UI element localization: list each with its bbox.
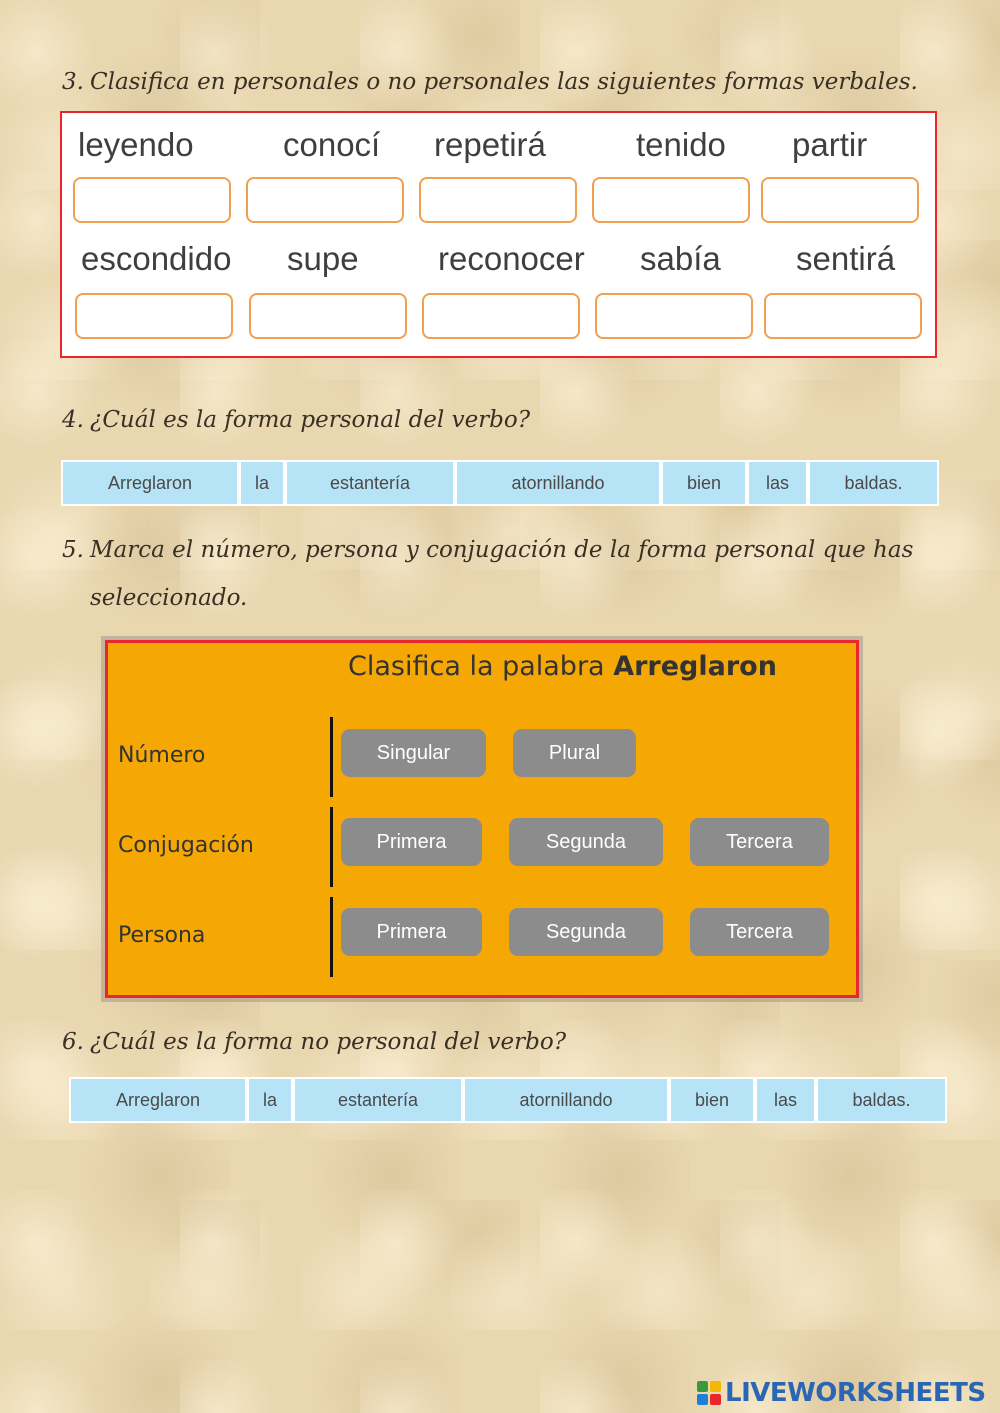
word-option[interactable]: estantería: [295, 1079, 461, 1121]
row-label-persona: Persona: [118, 923, 206, 948]
verb-word: tenido: [636, 126, 726, 163]
panel-title-prefix: Clasifica la palabra: [348, 651, 605, 682]
answer-input[interactable]: [419, 177, 577, 223]
word-option[interactable]: atornillando: [465, 1079, 667, 1121]
q6-text: ¿Cuál es la forma no personal del verbo?: [90, 1029, 567, 1055]
logo-square: [697, 1394, 708, 1405]
word-option[interactable]: bien: [671, 1079, 753, 1121]
option-segunda-conj-button[interactable]: Segunda: [509, 818, 663, 866]
q6-number: 6.: [62, 1029, 84, 1055]
option-segunda-persona-button[interactable]: Segunda: [509, 908, 663, 956]
option-primera-persona-button[interactable]: Primera: [341, 908, 482, 956]
q5-text-line1: Marca el número, persona y conjugación de la forma personal que has: [90, 537, 914, 563]
answer-input[interactable]: [422, 293, 580, 339]
row-divider: [330, 807, 333, 887]
verb-word: repetirá: [434, 126, 546, 163]
verb-word: reconocer: [438, 240, 585, 277]
liveworksheets-logo[interactable]: [697, 1378, 986, 1408]
word-option[interactable]: baldas.: [818, 1079, 945, 1121]
word-option[interactable]: atornillando: [457, 462, 659, 504]
q5-title: [62, 526, 913, 622]
word-option[interactable]: estantería: [287, 462, 453, 504]
option-primera-conj-button[interactable]: Primera: [341, 818, 482, 866]
word-option[interactable]: las: [749, 462, 806, 504]
q4-word-strip: [61, 460, 939, 506]
row-label-conjugacion: Conjugación: [118, 833, 254, 858]
q6-title: [62, 1018, 566, 1066]
logo-text: LIVEWORKSHEETS: [725, 1378, 986, 1408]
q4-text: ¿Cuál es la forma personal del verbo?: [90, 407, 531, 433]
word-option[interactable]: la: [249, 1079, 291, 1121]
answer-input[interactable]: [73, 177, 231, 223]
q6-word-strip: [69, 1077, 947, 1123]
logo-squares-icon: [697, 1381, 721, 1405]
q5-number: 5.: [62, 537, 84, 563]
classify-panel: [105, 640, 859, 998]
word-option[interactable]: las: [757, 1079, 814, 1121]
verb-word: escondido: [81, 240, 232, 277]
verb-word: sentirá: [796, 240, 896, 277]
verb-word: sabía: [640, 240, 721, 277]
verb-word: supe: [287, 240, 359, 277]
option-tercera-conj-button[interactable]: Tercera: [690, 818, 829, 866]
answer-input[interactable]: [595, 293, 753, 339]
answer-input[interactable]: [75, 293, 233, 339]
panel-title: [348, 651, 828, 682]
logo-square: [710, 1381, 721, 1392]
option-plural-button[interactable]: Plural: [513, 729, 636, 777]
option-tercera-persona-button[interactable]: Tercera: [690, 908, 829, 956]
word-option[interactable]: bien: [663, 462, 745, 504]
option-singular-button[interactable]: Singular: [341, 729, 486, 777]
answer-input[interactable]: [761, 177, 919, 223]
word-option[interactable]: Arreglaron: [71, 1079, 245, 1121]
q3-number: 3.: [62, 69, 84, 95]
q4-title: [62, 396, 530, 444]
answer-input[interactable]: [246, 177, 404, 223]
row-label-numero: Número: [118, 743, 206, 768]
verb-word: conocí: [283, 126, 381, 163]
answer-input[interactable]: [764, 293, 922, 339]
word-option[interactable]: baldas.: [810, 462, 937, 504]
q5-text-line2: seleccionado.: [90, 585, 248, 611]
word-option[interactable]: Arreglaron: [63, 462, 237, 504]
q3-title: [62, 58, 918, 106]
answer-input[interactable]: [592, 177, 750, 223]
q3-text: Clasifica en personales o no personales las siguientes formas verbales.: [90, 69, 918, 95]
answer-input[interactable]: [249, 293, 407, 339]
verb-word: partir: [792, 126, 868, 163]
verb-word: leyendo: [78, 126, 194, 163]
panel-title-word: Arreglaron: [613, 651, 777, 682]
logo-square: [697, 1381, 708, 1392]
q4-number: 4.: [62, 407, 84, 433]
logo-square: [710, 1394, 721, 1405]
word-option[interactable]: la: [241, 462, 283, 504]
row-divider: [330, 717, 333, 797]
row-divider: [330, 897, 333, 977]
q3-exercise-box: [60, 111, 937, 358]
